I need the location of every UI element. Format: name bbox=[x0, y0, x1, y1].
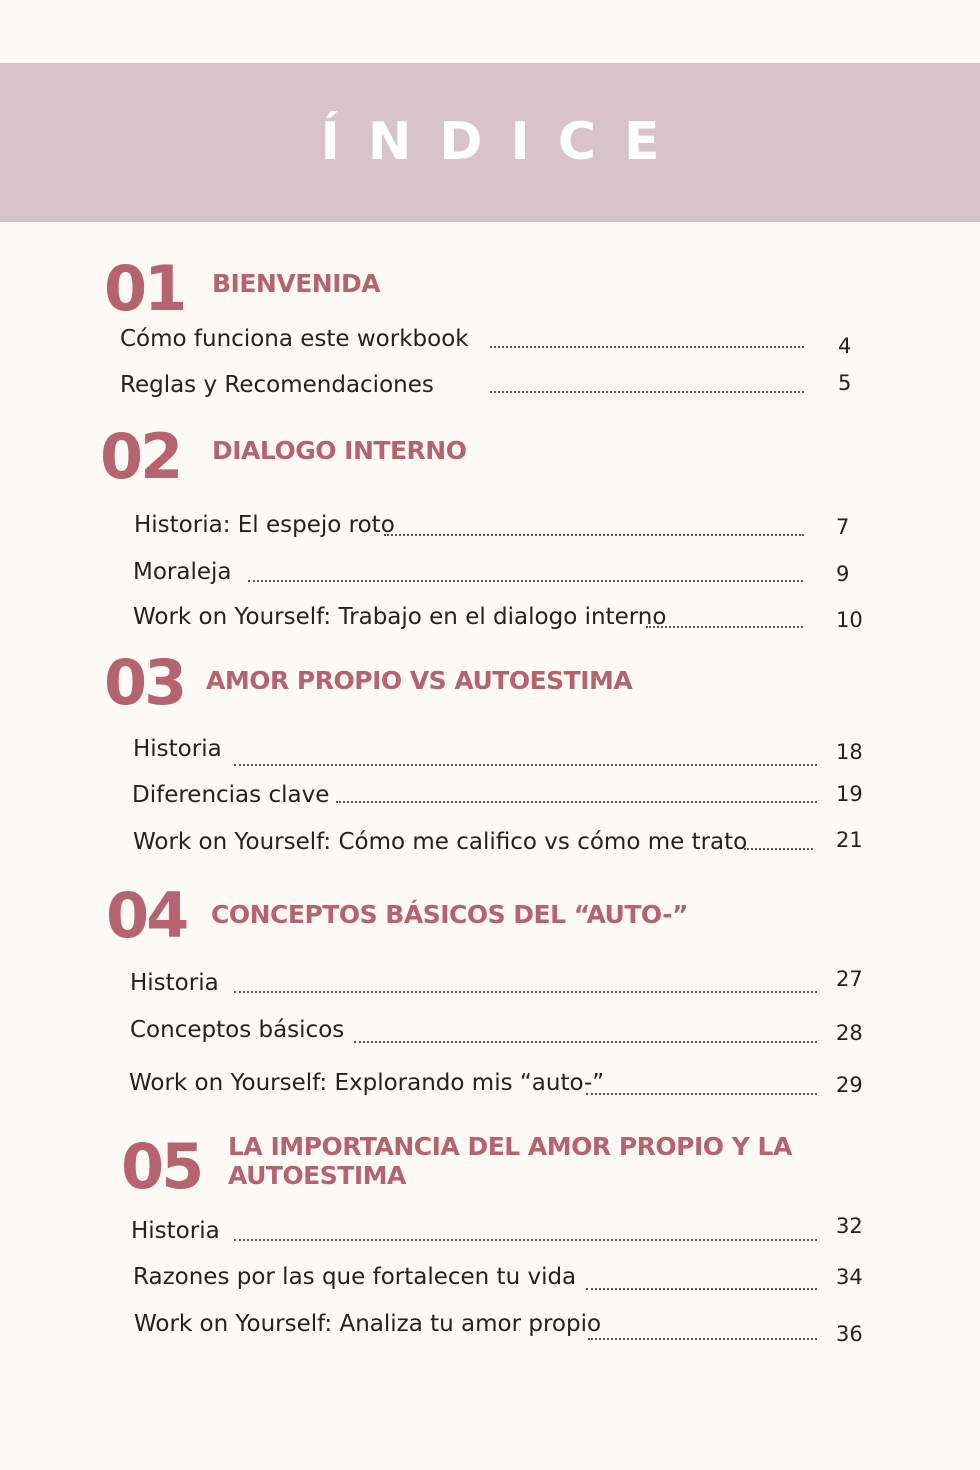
page-title: ÍNDICE bbox=[320, 112, 688, 172]
toc-entry-label[interactable]: Conceptos básicos bbox=[130, 1017, 345, 1043]
toc-entry-page[interactable]: 32 bbox=[836, 1214, 863, 1238]
dot-leader bbox=[744, 848, 813, 850]
toc-entry-label[interactable]: Work on Yourself: Trabajo en el dialogo interno bbox=[133, 604, 667, 630]
toc-entry-label[interactable]: Historia: El espejo roto bbox=[134, 512, 395, 538]
dot-leader bbox=[336, 801, 817, 803]
toc-entry-page[interactable]: 36 bbox=[836, 1322, 863, 1346]
dot-leader bbox=[248, 580, 803, 582]
toc-entry-label[interactable]: Moraleja bbox=[133, 559, 232, 585]
toc-entry-label[interactable]: Historia bbox=[130, 970, 219, 996]
toc-entry-page[interactable]: 9 bbox=[836, 562, 850, 586]
toc-entry-page[interactable]: 27 bbox=[836, 967, 863, 991]
section-title-02: DIALOGO INTERNO bbox=[212, 436, 467, 465]
section-number-02: 02 bbox=[100, 420, 181, 493]
section-title-05-line-2: AUTOESTIMA bbox=[228, 1160, 406, 1190]
toc-entry-page[interactable]: 4 bbox=[838, 334, 852, 358]
toc-entry-page[interactable]: 7 bbox=[836, 515, 850, 539]
dot-leader bbox=[234, 764, 817, 766]
dot-leader bbox=[646, 626, 803, 628]
dot-leader bbox=[384, 534, 804, 536]
section-number-05: 05 bbox=[121, 1130, 202, 1203]
toc-entry-label[interactable]: Historia bbox=[133, 736, 222, 762]
dot-leader bbox=[354, 1041, 817, 1043]
toc-entry-page[interactable]: 10 bbox=[836, 608, 863, 632]
section-title-03: AMOR PROPIO VS AUTOESTIMA bbox=[206, 666, 633, 695]
toc-entry-page[interactable]: 19 bbox=[836, 782, 863, 806]
dot-leader bbox=[234, 991, 817, 993]
section-title-04: CONCEPTOS BÁSICOS DEL “AUTO-” bbox=[211, 900, 688, 929]
section-title-05-line-1: LA IMPORTANCIA DEL AMOR PROPIO Y LA bbox=[228, 1132, 792, 1161]
section-number-03: 03 bbox=[104, 646, 185, 719]
dot-leader bbox=[490, 391, 804, 393]
toc-entry-label[interactable]: Historia bbox=[131, 1218, 220, 1244]
toc-entry-label[interactable]: Cómo funciona este workbook bbox=[120, 326, 469, 352]
toc-entry-label[interactable]: Reglas y Recomendaciones bbox=[120, 372, 434, 398]
toc-entry-label[interactable]: Diferencias clave bbox=[132, 782, 330, 808]
toc-entry-label[interactable]: Work on Yourself: Analiza tu amor propio bbox=[134, 1311, 602, 1337]
toc-entry-page[interactable]: 21 bbox=[836, 828, 863, 852]
section-title-01: BIENVENIDA bbox=[212, 269, 381, 298]
toc-entry-label[interactable]: Razones por las que fortalecen tu vida bbox=[133, 1264, 577, 1290]
dot-leader bbox=[234, 1239, 817, 1241]
section-number-01: 01 bbox=[104, 252, 185, 325]
dot-leader bbox=[588, 1338, 817, 1340]
toc-entry-page[interactable]: 28 bbox=[836, 1021, 863, 1045]
dot-leader bbox=[586, 1288, 817, 1290]
toc-entry-page[interactable]: 29 bbox=[836, 1073, 863, 1097]
toc-entry-page[interactable]: 18 bbox=[836, 740, 863, 764]
toc-entry-label[interactable]: Work on Yourself: Explorando mis “auto-” bbox=[129, 1070, 605, 1096]
toc-entry-page[interactable]: 34 bbox=[836, 1265, 863, 1289]
section-number-04: 04 bbox=[106, 879, 187, 952]
toc-entry-page[interactable]: 5 bbox=[838, 371, 852, 395]
toc-entry-label[interactable]: Work on Yourself: Cómo me califico vs cómo me trato bbox=[133, 829, 748, 855]
title-banner bbox=[0, 63, 980, 222]
section-title-05 bbox=[228, 1133, 792, 1191]
dot-leader bbox=[490, 346, 804, 348]
dot-leader bbox=[586, 1093, 817, 1095]
